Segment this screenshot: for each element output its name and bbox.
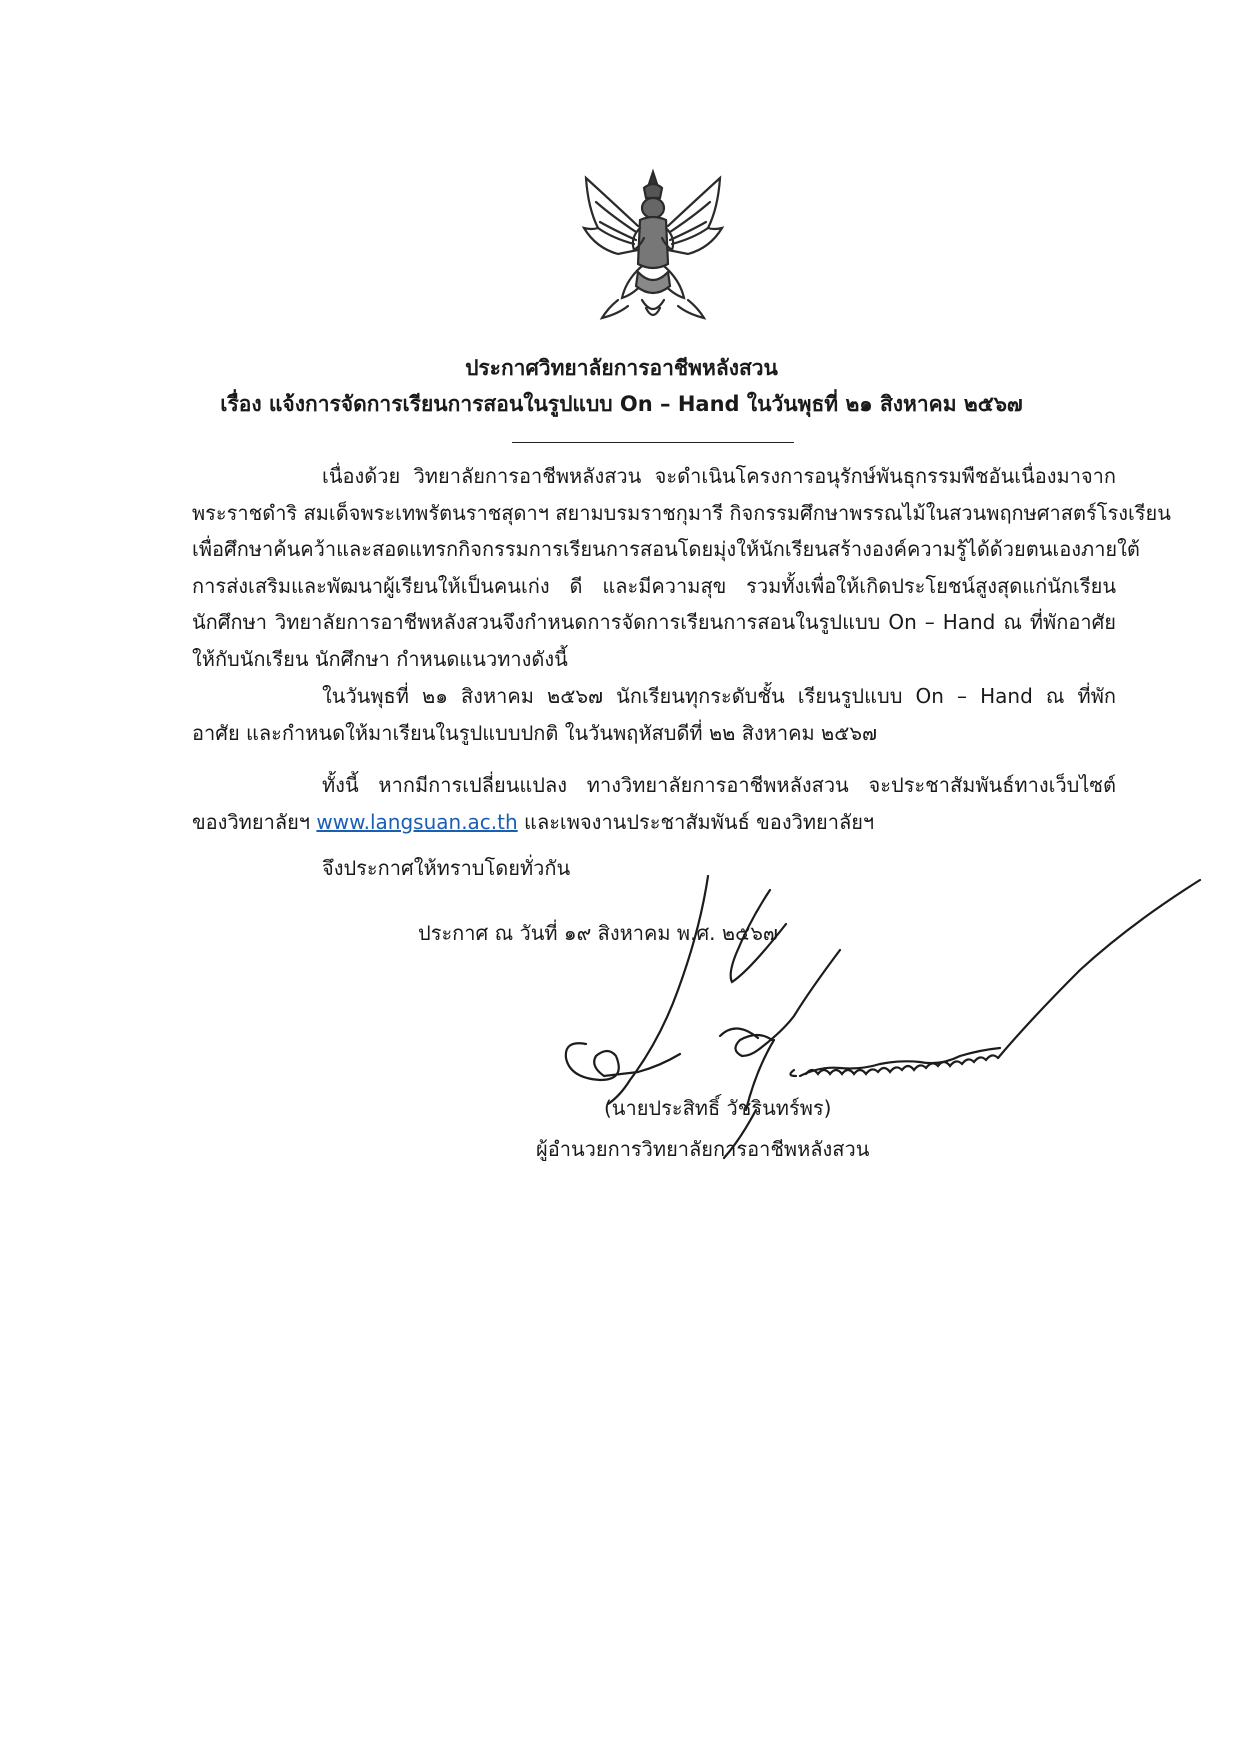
paragraph-line: ทั้งนี้ หากมีการเปลี่ยนแปลง ทางวิทยาลัยการอาชีพหลังสวน จะประชาสัมพันธ์ทางเว็บไซต์	[322, 773, 1116, 797]
paragraph-1	[192, 458, 1171, 677]
paragraph-line: อาศัย และกำหนดให้มาเรียนในรูปแบบปกติ ในวันพฤหัสบดีที่ ๒๒ สิงหาคม ๒๕๖๗	[192, 720, 878, 745]
paragraph-3	[192, 767, 1116, 840]
website-link[interactable]: www.langsuan.ac.th	[316, 809, 518, 834]
paragraph-line: การส่งเสริมและพัฒนาผู้เรียนให้เป็นคนเก่ง ดี และมีความสุข รวมทั้งเพื่อให้เกิดประโยชน์สูงสุดแก่นักเรียน	[192, 573, 1116, 598]
announcement-subject: เรื่อง แจ้งการจัดการเรียนการสอนในรูปแบบ On – Hand ในวันพุธที่ ๒๑ สิงหาคม ๒๕๖๗	[220, 392, 1023, 416]
title-divider	[512, 442, 794, 443]
paragraph-line: นักศึกษา วิทยาลัยการอาชีพหลังสวนจึงกำหนดการจัดการเรียนการสอนในรูปแบบ On – Hand ณ ที่พักอาศัย	[192, 610, 1116, 634]
paragraph-line	[192, 804, 1116, 841]
announcement-date: ประกาศ ณ วันที่ ๑๙ สิงหาคม พ.ศ. ๒๕๖๗	[418, 921, 778, 945]
garuda-emblem-icon	[578, 168, 728, 326]
signatory-position: ผู้อำนวยการวิทยาลัยการอาชีพหลังสวน	[536, 1137, 870, 1161]
paragraph-line: พระราชดำริ สมเด็จพระเทพรัตนราชสุดาฯ สยามบรมราชกุมารี กิจกรรมศึกษาพรรณไม้ในสวนพฤกษศาสตร์โรงเรียน	[192, 500, 1171, 525]
signatory-name: (นายประสิทธิ์ วัชรินทร์พร)	[604, 1096, 832, 1120]
paragraph-line: ให้กับนักเรียน นักศึกษา กำหนดแนวทางดังนี้	[192, 646, 568, 671]
paragraph-line: เนื่องด้วย วิทยาลัยการอาชีพหลังสวน จะดำเนินโครงการอนุรักษ์พันธุกรรมพืชอันเนื่องมาจาก	[322, 464, 1116, 488]
para3-suffix: และเพจงานประชาสัมพันธ์ ของวิทยาลัยฯ	[524, 809, 875, 834]
para3-prefix: ของวิทยาลัยฯ	[192, 809, 311, 834]
paragraph-line: เพื่อศึกษาค้นคว้าและสอดแทรกกิจกรรมการเรียนการสอนโดยมุ่งให้นักเรียนสร้างองค์ความรู้ได้ด้วยตนเองภายใต้	[192, 537, 1140, 561]
paragraph-2	[192, 678, 1116, 751]
paragraph-line: ในวันพุธที่ ๒๑ สิงหาคม ๒๕๖๗ นักเรียนทุกระดับชั้น เรียนรูปแบบ On – Hand ณ ที่พัก	[322, 684, 1116, 708]
closing-statement: จึงประกาศให้ทราบโดยทั่วกัน	[322, 856, 571, 880]
announcement-title: ประกาศวิทยาลัยการอาชีพหลังสวน	[465, 356, 778, 380]
